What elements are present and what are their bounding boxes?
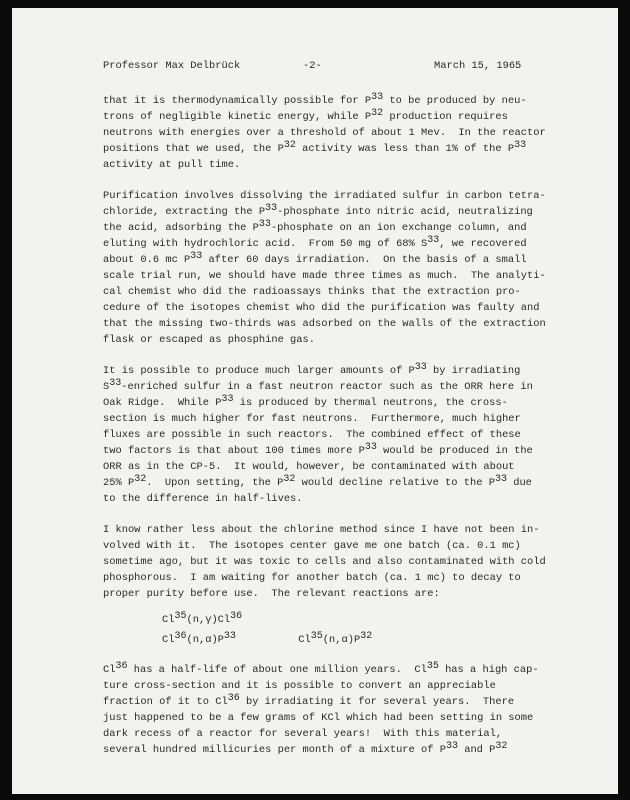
text-line <box>103 284 546 300</box>
text-line <box>103 125 546 141</box>
text-run: Cl <box>103 664 116 676</box>
text-run: cedure of the isotopes chemist who did the purification was faulty and <box>103 302 540 314</box>
isotope-superscript: 33 <box>221 394 234 405</box>
text-run: activity at pull time. <box>103 159 241 171</box>
text-run: activity was less than 1% of the P <box>295 143 515 155</box>
isotope-superscript: 32 <box>134 474 147 485</box>
text-run: (n,α)P <box>322 634 361 646</box>
text-run: phosphorous. I am waiting for another batch (ca. 1 mc) to decay to <box>103 572 521 584</box>
text-run: by irradiating it for several years. There <box>239 696 515 708</box>
text-line <box>103 300 546 316</box>
isotope-superscript: 33 <box>427 235 440 246</box>
text-line <box>103 491 533 507</box>
text-run: -phosphate on an ion exchange column, and <box>270 222 527 234</box>
isotope-superscript: 33 <box>364 442 377 453</box>
text-line <box>162 632 372 648</box>
text-line <box>103 459 533 475</box>
text-run: is produced by thermal neutrons, the cross- <box>233 397 508 409</box>
text-line <box>103 522 546 538</box>
text-run: scale trial run, we should have made three times as much. The analyti- <box>103 270 546 282</box>
text-run: due <box>506 477 532 489</box>
text-run: that the missing two-thirds was adsorbed on the walls of the extraction <box>103 318 546 330</box>
text-run: 25% P <box>103 477 135 489</box>
isotope-superscript: 33 <box>109 378 122 389</box>
text-run: sometime ago, but it was toxic to cells and also contaminated with cold <box>103 556 546 568</box>
text-line <box>103 93 546 109</box>
isotope-superscript: 32 <box>360 631 373 642</box>
isotope-superscript: 33 <box>223 631 236 642</box>
text-run: -phosphate into nitric acid, neutralizing <box>277 206 533 218</box>
text-run: volved with it. The isotopes center gave me one batch (ca. 0.1 mc) <box>103 540 521 552</box>
text-line <box>103 443 533 459</box>
text-line <box>103 554 546 570</box>
text-line <box>103 427 533 443</box>
paragraph <box>103 93 546 173</box>
text-run: chloride, extracting the P <box>103 206 266 218</box>
text-line <box>103 586 546 602</box>
text-run: has a high cap- <box>438 664 539 676</box>
isotope-superscript: 33 <box>371 92 384 103</box>
text-line <box>103 252 546 268</box>
recipient-name: Professor Max Delbrück <box>103 60 241 72</box>
isotope-superscript: 33 <box>514 140 527 151</box>
isotope-superscript: 36 <box>174 631 187 642</box>
text-run: by irradiating <box>426 365 521 377</box>
text-run: would be produced in the <box>376 445 533 457</box>
isotope-superscript: 33 <box>265 203 278 214</box>
text-run: dark recess of a reactor for several years! With this material, <box>103 728 503 740</box>
text-run: to the difference in half-lives. <box>103 493 303 505</box>
text-line <box>103 475 533 491</box>
page-number: -2- <box>303 60 322 72</box>
text-run: just happened to be a few grams of KCl which had been setting in some <box>103 712 534 724</box>
isotope-superscript: 33 <box>258 219 271 230</box>
text-run: , we recovered <box>439 238 527 250</box>
text-run: about 0.6 mc P <box>103 254 191 266</box>
document-page <box>12 8 618 794</box>
text-line <box>103 538 546 554</box>
text-line <box>103 662 539 678</box>
text-line <box>103 188 546 204</box>
text-run: It is possible to produce much larger amounts of P <box>103 365 415 377</box>
isotope-superscript: 33 <box>494 474 507 485</box>
text-run: Purification involves dissolving the irradiated sulfur in carbon tetra- <box>103 190 546 202</box>
text-run: several hundred millicuries per month of a mixture of P <box>103 744 446 756</box>
text-run: Cl <box>235 634 311 646</box>
text-line <box>103 109 546 125</box>
paragraph <box>103 363 533 507</box>
text-run: section is much higher for fast neutrons. Furthermore, much higher <box>103 413 521 425</box>
text-run: positions that we used, the P <box>103 143 284 155</box>
text-run: to be produced by neu- <box>383 95 527 107</box>
text-run: production requires <box>383 111 508 123</box>
text-run: has a half-life of about one million years. Cl <box>127 664 427 676</box>
isotope-superscript: 35 <box>174 611 187 622</box>
text-line <box>103 710 539 726</box>
isotope-superscript: 35 <box>426 661 439 672</box>
isotope-superscript: 36 <box>115 661 128 672</box>
text-run: neutrons with energies over a threshold of about 1 Mev. In the reactor <box>103 127 546 139</box>
text-line <box>103 332 546 348</box>
isotope-superscript: 36 <box>227 693 240 704</box>
text-run: I know rather less about the chlorine method since I have not been in- <box>103 524 540 536</box>
text-line <box>103 411 533 427</box>
text-run: fraction of it to Cl <box>103 696 228 708</box>
reaction-equation <box>162 612 242 628</box>
text-line <box>103 570 546 586</box>
text-run: fluxes are possible in such reactors. The combined effect of these <box>103 429 521 441</box>
text-line <box>103 236 546 252</box>
text-run: Oak Ridge. While P <box>103 397 222 409</box>
reaction-equation <box>162 632 372 648</box>
text-line <box>103 157 546 173</box>
text-run: (n,γ)Cl <box>186 614 231 626</box>
paragraph <box>103 188 546 348</box>
text-run: would decline relative to the P <box>295 477 495 489</box>
text-run: trons of negligible kinetic energy, while P <box>103 111 372 123</box>
text-run: the acid, adsorbing the P <box>103 222 259 234</box>
paragraph <box>103 522 546 602</box>
isotope-superscript: 32 <box>495 741 508 752</box>
text-line <box>103 268 546 284</box>
text-line <box>103 726 539 742</box>
text-run: two factors is that about 100 times more P <box>103 445 365 457</box>
isotope-superscript: 32 <box>283 140 296 151</box>
text-line <box>103 395 533 411</box>
text-line <box>103 220 546 236</box>
text-run: after 60 days irradiation. On the basis of a small <box>202 254 527 266</box>
isotope-superscript: 33 <box>190 251 203 262</box>
text-run: cal chemist who did the radioassays thinks that the extraction pro- <box>103 286 521 298</box>
isotope-superscript: 33 <box>414 362 427 373</box>
letter-date: March 15, 1965 <box>434 60 522 72</box>
text-run: ture cross-section and it is possible to convert an appreciable <box>103 680 496 692</box>
text-run: (n,α)P <box>186 634 224 646</box>
isotope-superscript: 32 <box>283 474 296 485</box>
text-line <box>103 363 533 379</box>
text-line <box>103 316 546 332</box>
text-run: Cl <box>162 634 175 646</box>
isotope-superscript: 33 <box>445 741 458 752</box>
text-run: flask or escaped as phosphine gas. <box>103 334 316 346</box>
isotope-superscript: 35 <box>310 631 323 642</box>
letter-header <box>103 58 573 74</box>
text-run: proper purity before use. The relevant reactions are: <box>103 588 440 600</box>
text-run: . Upon setting, the P <box>146 477 284 489</box>
text-line <box>103 141 546 157</box>
text-run: -enriched sulfur in a fast neutron reactor such as the ORR here in <box>121 381 533 393</box>
text-run: Cl <box>162 614 175 626</box>
text-line <box>103 742 539 758</box>
paragraph <box>103 662 539 758</box>
isotope-superscript: 32 <box>371 108 384 119</box>
text-line <box>103 678 539 694</box>
isotope-superscript: 36 <box>230 611 243 622</box>
text-run: and P <box>457 744 496 756</box>
text-line <box>103 694 539 710</box>
text-line <box>162 612 242 628</box>
text-line <box>103 204 546 220</box>
text-run: eluting with hydrochloric acid. From 50 mg of 68% S <box>103 238 428 250</box>
text-line <box>103 379 533 395</box>
text-run: ORR as in the CP-5. It would, however, be contaminated with about <box>103 461 515 473</box>
text-run: S <box>103 381 110 393</box>
text-run: that it is thermodynamically possible for P <box>103 95 372 107</box>
